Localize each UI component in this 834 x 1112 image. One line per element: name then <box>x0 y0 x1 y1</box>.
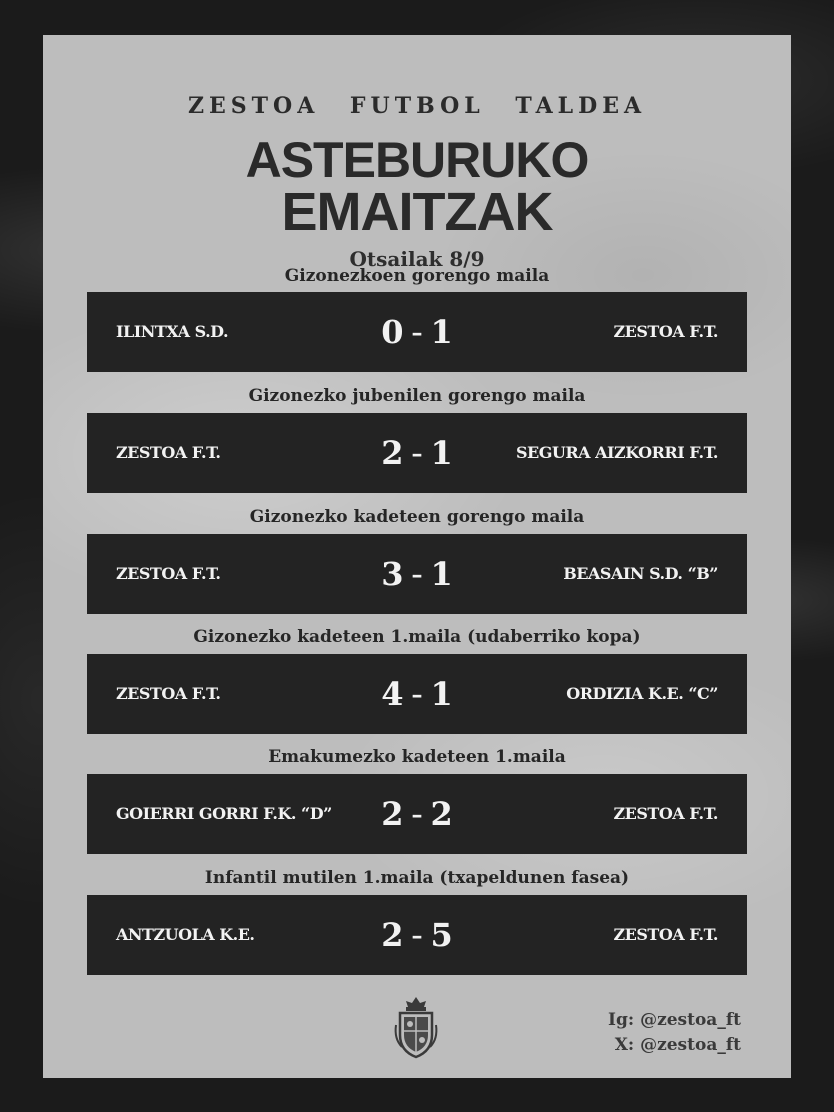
category-label: Gizonezko kadeteen gorengo maila <box>249 507 585 527</box>
home-team: ZESTOA F.T. <box>116 443 221 462</box>
away-team: ZESTOA F.T. <box>613 925 718 944</box>
away-goals: 1 <box>430 313 453 351</box>
score <box>347 292 487 373</box>
instagram-handle[interactable]: Ig: @zestoa_ft <box>608 1010 741 1030</box>
match-row <box>87 292 747 372</box>
away-goals: 1 <box>430 675 453 713</box>
score-dash: – <box>411 802 423 828</box>
home-team: ANTZUOLA K.E. <box>116 925 255 944</box>
match-row <box>87 534 747 614</box>
score <box>347 895 487 976</box>
away-team: ZESTOA F.T. <box>613 322 718 341</box>
x-handle[interactable]: X: @zestoa_ft <box>614 1035 741 1055</box>
match-row <box>87 413 747 493</box>
home-team: ILINTXA S.D. <box>116 322 229 341</box>
home-team: ZESTOA F.T. <box>116 564 221 583</box>
away-team: SEGURA AIZKORRI F.T. <box>515 443 718 462</box>
category-label: Gizonezko jubenilen gorengo maila <box>248 386 586 406</box>
match-row <box>87 895 747 975</box>
score-dash: – <box>411 320 423 346</box>
away-team: ZESTOA F.T. <box>613 804 718 823</box>
home-goals: 2 <box>381 434 404 472</box>
club-name: ZESTOA FUTBOL TALDEA <box>187 93 647 119</box>
away-goals: 5 <box>430 916 453 954</box>
social-handles <box>608 1008 741 1058</box>
category-label: Emakumezko kadeteen 1.maila <box>268 747 566 767</box>
date-label: Otsailak 8/9 <box>349 247 485 271</box>
home-team: GOIERRI GORRI F.K. “D” <box>116 804 332 823</box>
home-goals: 2 <box>381 916 404 954</box>
away-goals: 2 <box>430 795 453 833</box>
score <box>347 413 487 494</box>
match-row <box>87 774 747 854</box>
home-team: ZESTOA F.T. <box>116 684 221 703</box>
home-goals: 2 <box>381 795 404 833</box>
away-team: BEASAIN S.D. “B” <box>563 564 718 583</box>
club-crest-icon <box>392 995 440 1059</box>
score-dash: – <box>411 682 423 708</box>
away-goals: 1 <box>430 555 453 593</box>
title-line-2: EMAITZAK <box>281 182 553 242</box>
home-goals: 4 <box>381 675 404 713</box>
score-dash: – <box>411 923 423 949</box>
category-label: Gizonezkoen gorengo maila <box>284 266 550 286</box>
category-label: Gizonezko kadeteen 1.maila (udaberriko kopa) <box>193 627 641 647</box>
home-goals: 0 <box>381 313 404 351</box>
score <box>347 654 487 735</box>
home-goals: 3 <box>381 555 404 593</box>
score <box>347 534 487 615</box>
title-line-1: ASTEBURUKO <box>245 132 589 188</box>
score-dash: – <box>411 441 423 467</box>
score <box>347 774 487 855</box>
away-goals: 1 <box>430 434 453 472</box>
score-dash: – <box>411 562 423 588</box>
category-label: Infantil mutilen 1.maila (txapeldunen fasea) <box>204 868 630 888</box>
match-row <box>87 654 747 734</box>
away-team: ORDIZIA K.E. “C” <box>566 684 718 703</box>
